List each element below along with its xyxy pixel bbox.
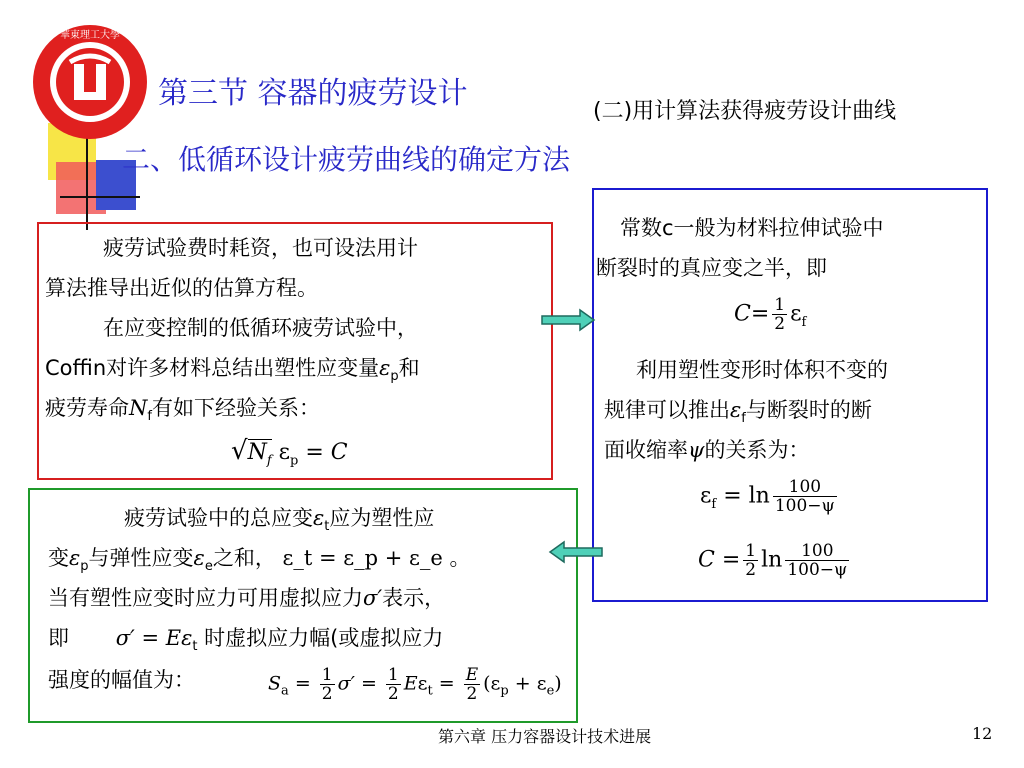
equation-c-half-ef: C= $\frac{1}{2}$ $\varepsilon_f$ bbox=[734, 295, 807, 334]
green-line-2: 变$\varepsilon_p$与弹性应变$\varepsilon_e$之和， ε_t = ε_p + ε_e 。 bbox=[48, 546, 471, 575]
equation-ef-ln: $\varepsilon_f = \ln$ $\frac{100}{100-\psi}$ bbox=[700, 477, 835, 516]
university-logo-icon bbox=[30, 22, 150, 142]
equation-sa: $S_a$ = $\frac{1}{2}$ σ′ = $\frac{1}{2}$ $E\varepsilon_t$ = $\frac{E}{2}$ $(\varepsilon_p + \varepsilon_e)$ bbox=[268, 665, 562, 704]
green-line-3: 当有塑性应变时应力可用虚拟应力σ′表示， bbox=[48, 586, 446, 610]
red-line-5: 疲劳寿命$N_f$有如下经验关系： bbox=[45, 396, 320, 425]
green-line-5: 强度的幅值为： bbox=[48, 668, 195, 692]
coffin-relation-box bbox=[37, 222, 553, 480]
pseudo-stress-box bbox=[28, 488, 578, 723]
section-subtitle: (二)用计算法获得疲劳设计曲线 bbox=[593, 99, 897, 124]
red-line-1: 疲劳试验费时耗资，也可设法用计 bbox=[103, 236, 418, 260]
blue-line-5: 面收缩率ψ的关系为： bbox=[604, 438, 810, 462]
fracture-strain-box bbox=[592, 188, 988, 602]
decor-horizontal-line bbox=[60, 196, 140, 198]
blue-line-4: 规律可以推出$\varepsilon_f$与断裂时的断 bbox=[604, 398, 872, 427]
green-line-4: 即 $\sigma' = E\varepsilon_t$ 时虚拟应力幅(或虚拟应力 bbox=[48, 626, 444, 655]
svg-text:華東理工大學: 華東理工大學 bbox=[60, 30, 120, 41]
page-title: 第三节 容器的疲劳设计 bbox=[158, 76, 468, 111]
blue-line-2: 断裂时的真应变之半，即 bbox=[596, 256, 827, 280]
arrow-right-icon bbox=[540, 308, 596, 332]
decor-vertical-line bbox=[86, 130, 88, 230]
footer-chapter: 第六章 压力容器设计技术进展 bbox=[438, 727, 652, 746]
arrow-left-icon bbox=[548, 540, 604, 564]
coffin-equation: $√N_f$ $\varepsilon_p = C$ bbox=[231, 436, 348, 469]
equation-c-ln: C = $\frac{1}{2}$ ln $\frac{100}{100-\psi}$ bbox=[698, 541, 848, 580]
blue-line-1: 常数c一般为材料拉伸试验中 bbox=[620, 216, 884, 240]
page-number: 12 bbox=[972, 724, 993, 743]
green-line-1: 疲劳试验中的总应变$\varepsilon_t$应为塑性应 bbox=[124, 506, 435, 535]
red-line-3: 在应变控制的低循环疲劳试验中， bbox=[103, 316, 418, 340]
blue-line-3: 利用塑性变形时体积不变的 bbox=[636, 358, 888, 382]
red-line-4: Coffin对许多材料总结出塑性应变量$\varepsilon_p$和 bbox=[45, 356, 420, 385]
section-heading: 二、低循环设计疲劳曲线的确定方法 bbox=[122, 143, 571, 176]
red-line-2: 算法推导出近似的估算方程。 bbox=[45, 276, 318, 300]
